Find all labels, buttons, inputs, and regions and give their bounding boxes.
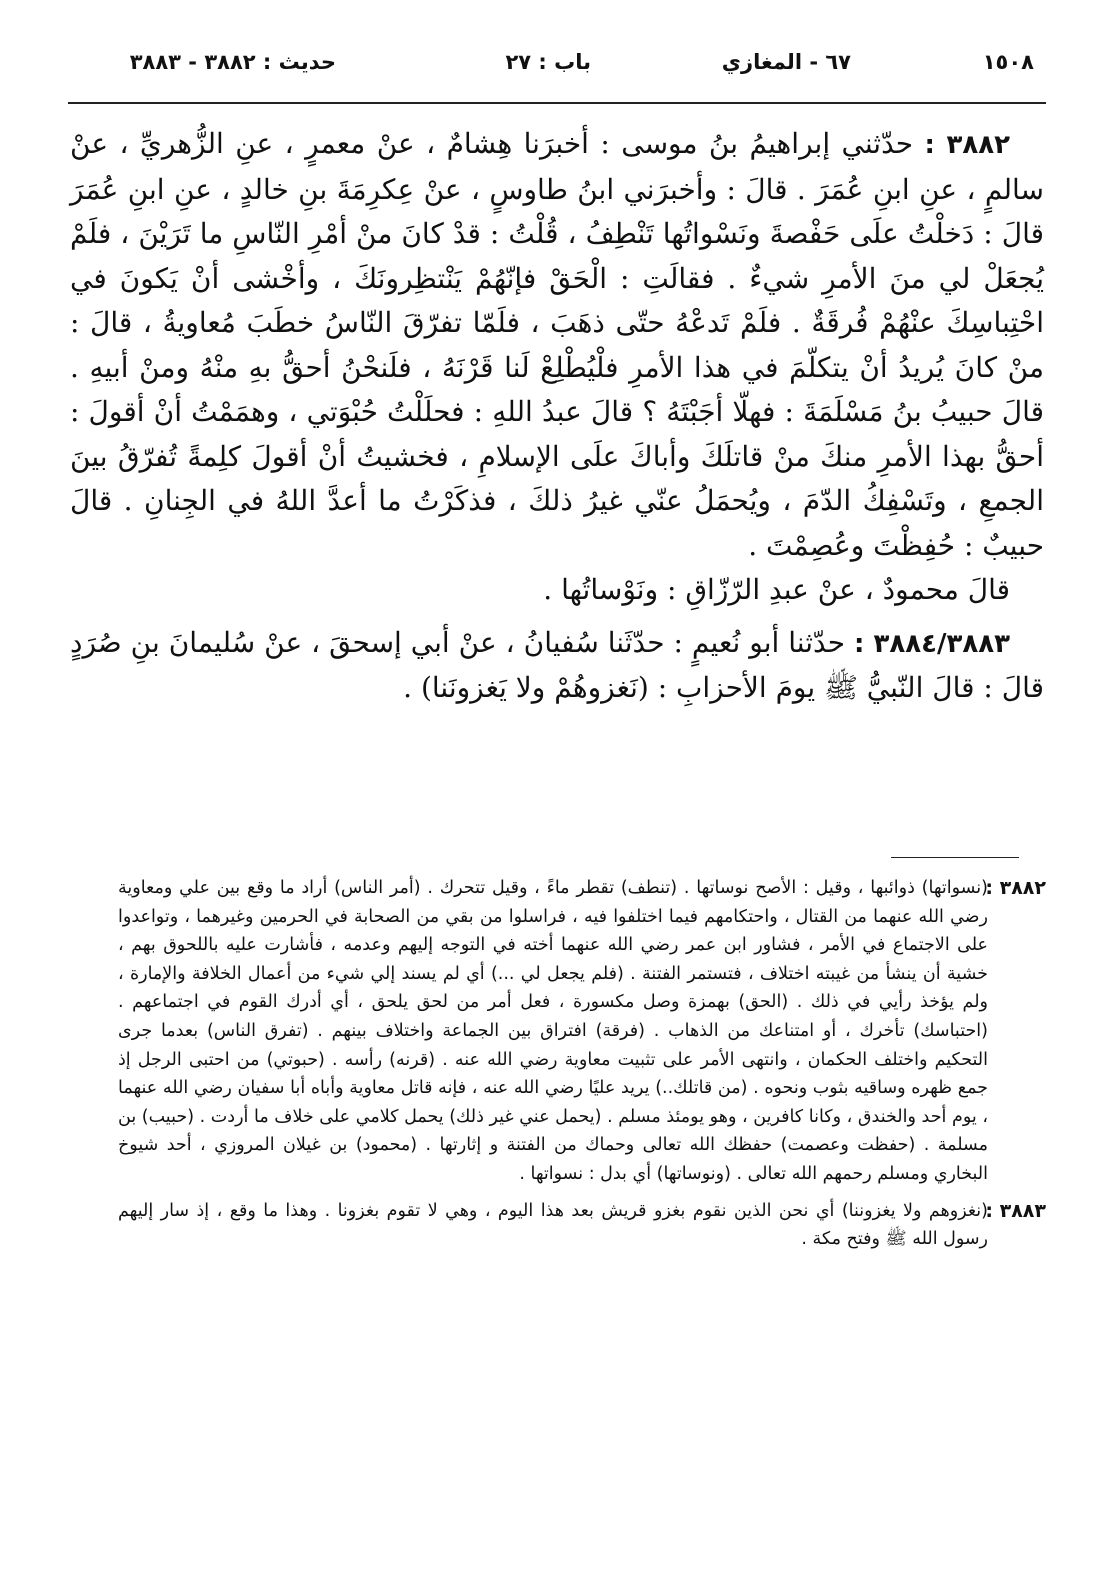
hadith-3883 xyxy=(70,621,1044,711)
chapter-title: ٦٧ - المغازي xyxy=(721,50,851,74)
running-header xyxy=(68,50,1046,90)
footnote-divider xyxy=(891,857,1019,858)
hadith-number: ٣٨٨٢ : xyxy=(924,130,1011,160)
footnote-3882 xyxy=(118,874,1046,1189)
bab-number: باب : ٢٧ xyxy=(505,50,591,74)
hadith-range: حديث : ٣٨٨٢ - ٣٨٨٣ xyxy=(129,50,336,74)
footnote-number: ٣٨٨٢ : xyxy=(985,877,1046,899)
footnotes xyxy=(118,874,1046,1256)
footnote-text: (نغزوهم ولا يغزوننا) أي نحن الذين نقوم بغزو قريش بعد هذا اليوم ، وهي لا تقوم بغزونا . وهذا ما وقع ، إذ سار إليهم رسول الله ﷺ وفتح مكة . xyxy=(118,1200,988,1250)
page-number: ١٥٠٨ xyxy=(982,50,1034,74)
hadith-paragraph xyxy=(70,122,1044,568)
header-divider xyxy=(68,102,1046,104)
hadith-text: حدّثني إبراهيمُ بنُ موسى : أخبرَنا هِشامٌ ، عنْ معمرٍ ، عنِ الزُّهريِّ ، عنْ سالمٍ ، عنِ ابنِ عُمَرَ . قالَ : وأخبرَني ابنُ طاوسٍ ، عنْ عِكرِمَةَ بنِ خالدٍ ، عنِ ابنِ عُمَرَ قالَ : دَخلْتُ علَى حَفْصةَ ونَسْواتُها تَنْطِفُ ، قُلْتُ : قدْ كانَ منْ أمْرِ النّاسِ ما تَرَيْنَ ، فلَمْ يُجعَلْ لي منَ الأمرِ شيءٌ . فقالَتِ : الْحَقْ فإنّهُمْ يَنْتظِرونَكَ ، وأخْشى أنْ يَكونَ في احْتِباسِكَ عنْهُمْ فُرقَةٌ . فلَمْ تَدعْهُ حتّى ذهَبَ ، فلَمّا تفرّقَ النّاسُ خطَبَ مُعاويةُ ، قالَ : منْ كانَ يُريدُ أنْ يتكلّمَ في هذا الأمرِ فلْيُطْلِعْ لَنا قَرْنَهُ ، فلَنحْنُ أحقُّ بهِ منْهُ ومنْ أبيهِ . قالَ حبيبُ بنُ مَسْلَمَةَ : فهلّا أجَبْتَهُ ؟ قالَ عبدُ اللهِ : فحلَلْتُ حُبْوَتي ، وهمَمْتُ أنْ أقولَ : أحقُّ بهذا الأمرِ منكَ منْ قاتلَكَ وأباكَ علَى الإسلامِ ، فخشيتُ أنْ أقولَ كلِمةً تُفرّقُ بينَ الجمعِ ، وتَسْفِكُ الدّمَ ، ويُحمَلُ عنّي غيرُ ذلكَ ، فذكَرْتُ ما أعدَّ اللهُ في الجِنانِ . قالَ حبيبٌ : حُفِظْتَ وعُصِمْتَ . xyxy=(70,127,1045,562)
hadith-3882 xyxy=(70,122,1044,613)
hadith-paragraph xyxy=(70,621,1044,711)
main-text xyxy=(70,122,1044,711)
footnote-3883 xyxy=(118,1197,1046,1254)
hadith-number: ٣٨٨٤/٣٨٨٣ : xyxy=(854,628,1010,659)
hadith-text: حدّثنا أبو نُعيمٍ : حدّثَنا سُفيانُ ، عنْ أبي إسحقَ ، عنْ سُليمانَ بنِ صُرَدٍ قالَ : قالَ النّبيُّ ﷺ يومَ الأحزابِ : (نَغزوهُمْ ولا يَغزونَنا) . xyxy=(70,625,1044,704)
hadith-variant: قالَ محمودٌ ، عنْ عبدِ الرّزّاقِ : ونَوْساتُها . xyxy=(543,573,1010,606)
footnote-text: (نسواتها) ذوائبها ، وقيل : الأصح نوساتها . (تنطف) تقطر ماءً ، وقيل تتحرك . (أمر الناس) أراد ما وقع بين علي ومعاوية رضي الله عنهما من القتال ، واحتكامهم فيما اختلفوا فيه ، فراسلوا من بقي من الصحابة في الحرمين وغيرهما ، وتواعدوا على الاجتماع في الأمر ، فشاور ابن عمر رضي الله عنهما أخته في التوجه إليهم وعدمه ، فأشارت عليه باللحوق بهم ، خشية أن ينشأ من غيبته اختلاف ، فتستمر الفتنة . (فلم يجعل لي ...) أي لم يسند إلي شيء من أعمال الخلافة والإمارة ، ولم يؤخذ رأيي في ذلك . (الحق) بهمزة وصل مكسورة ، فعل أمر من لحق يلحق ، أي أدرك القوم في اجتماعهم . (احتباسك) تأخرك ، أو امتناعك من الذهاب . (فرقة) افتراق بين الجماعة واختلاف بينهم . (تفرق الناس) بعدما جرى التحكيم واختلف الحكمان ، وانتهى الأمر على تثبيت معاوية رضي الله عنه . (قرنه) رأسه . (حبوتي) من احتبى الرجل إذ جمع ظهره وساقيه بثوب ونحوه . (من قاتلك..) يريد عليًا رضي الله عنه ، فإنه قاتل معاوية وأباه أبا سفيان رضي الله عنهما ، يوم أحد والخندق ، وكانا كافرين ، وهو يومئذ مسلم . (يحمل عني غير ذلك) يحمل كلامي على خلاف ما أردت . (حبيب) بن مسلمة . (حفظت وعصمت) حفظك الله تعالى وحماك من الفتنة و إثارتها . (محمود) بن غيلان المروزي ، أحد شيوخ البخاري ومسلم رحمهم الله تعالى . (ونوساتها) أي بدل : نسواتها . xyxy=(118,878,988,1184)
footnote-number: ٣٨٨٣ : xyxy=(985,1199,1046,1222)
